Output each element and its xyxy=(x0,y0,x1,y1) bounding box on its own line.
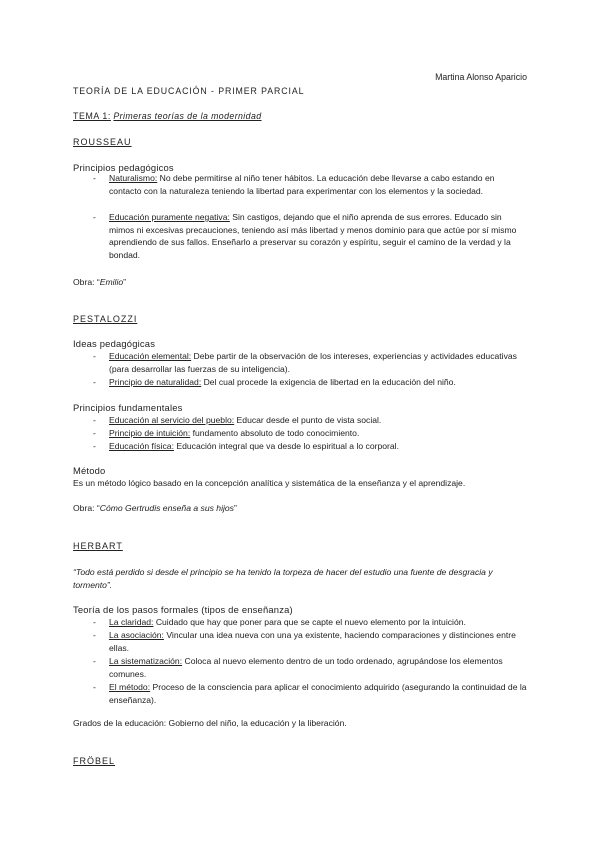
bullet: - xyxy=(93,415,96,425)
list-item: Principio de intuición: fundamento absoluto de todo conocimiento. xyxy=(109,428,360,438)
author-name: Martina Alonso Aparicio xyxy=(435,72,527,82)
bullet: - xyxy=(93,656,96,666)
pestalozzi-subheading-principles: Principios fundamentales xyxy=(73,402,183,413)
section-heading-pestalozzi: PESTALOZZI xyxy=(73,314,138,324)
bullet: - xyxy=(93,173,96,183)
list-item: El método: Proceso de la consciencia para aplicar el conocimiento adquirido (asegurando la continuidad de la enseñanza). xyxy=(109,682,527,705)
bullet: - xyxy=(93,441,96,451)
list-item: Educación al servicio del pueblo: Educar desde el punto de vista social. xyxy=(109,415,382,425)
rousseau-subheading: Principios pedagógicos xyxy=(73,162,174,173)
topic-label: TEMA 1: xyxy=(73,111,111,121)
herbart-quote: “Todo está perdido si desde el principio se ha tenido la torpeza de hacer del estudio una fuente de desgracia y tormento”. xyxy=(73,567,493,590)
bullet: - xyxy=(93,682,96,692)
pestalozzi-subheading-ideas: Ideas pedagógicas xyxy=(73,338,156,349)
topic-heading xyxy=(73,111,262,121)
bullet: - xyxy=(93,617,96,627)
section-heading-rousseau: ROUSSEAU xyxy=(73,137,132,147)
list-item: Principio de naturalidad: Del cual procede la exigencia de libertad en la educación del niño. xyxy=(109,377,456,387)
list-item: Educación física: Educación integral que va desde lo espiritual a lo corporal. xyxy=(109,441,399,451)
pestalozzi-method-text: Es un método lógico basado en la concepción analítica y sistemática de la enseñanza y el aprendizaje. xyxy=(73,478,466,488)
pestalozzi-work: Obra: “Cómo Gertrudis enseña a sus hijos” xyxy=(73,503,237,513)
list-item: Educación elemental: Debe partir de la observación de los intereses, experiencias y actividades educativas (para desarrollar las fuerzas de su inteligencia). xyxy=(109,351,517,374)
list-item: Naturalismo: No debe permitirse al niño tener hábitos. La educación debe llevarse a cabo estando en contacto con la naturaleza teniendo la libertad para experimentar con los elementos y la sociedad. xyxy=(109,173,495,196)
list-item: La claridad: Cuidado que hay que poner para que se capte el nuevo elemento por la intuición. xyxy=(109,617,466,627)
list-item: La asociación: Vincular una idea nueva con una ya existente, haciendo comparaciones y distinciones entre ellas. xyxy=(109,630,516,653)
bullet: - xyxy=(93,377,96,387)
list-item: La sistematización: Coloca al nuevo elemento dentro de un todo ordenado, agrupándose los elementos comunes. xyxy=(109,656,503,679)
list-item: Educación puramente negativa: Sin castigos, dejando que el niño aprenda de sus errores. Educado sin mimos ni excesivas precauciones, teniendo así más libertad y menos dominio para que actúe por sí mismo aprendiendo de sus fallos. Enseñarlo a preservar su corazón y espíritu, seguir el camino de la verdad y la bondad. xyxy=(109,212,517,260)
section-heading-frobel: FRÖBEL xyxy=(73,756,116,766)
bullet: - xyxy=(93,428,96,438)
rousseau-work: Obra: “Emilio” xyxy=(73,277,127,287)
herbart-subheading: Teoría de los pasos formales (tipos de enseñanza) xyxy=(73,604,293,615)
pestalozzi-method-heading: Método xyxy=(73,465,106,476)
bullet: - xyxy=(93,212,96,222)
herbart-grades: Grados de la educación: Gobierno del niño, la educación y la liberación. xyxy=(73,718,347,728)
bullet: - xyxy=(93,630,96,640)
section-heading-herbart: HERBART xyxy=(73,541,123,551)
document-title: TEORÍA DE LA EDUCACIÓN - PRIMER PARCIAL xyxy=(73,86,305,96)
bullet: - xyxy=(93,351,96,361)
topic-title: Primeras teorías de la modernidad xyxy=(113,111,262,121)
